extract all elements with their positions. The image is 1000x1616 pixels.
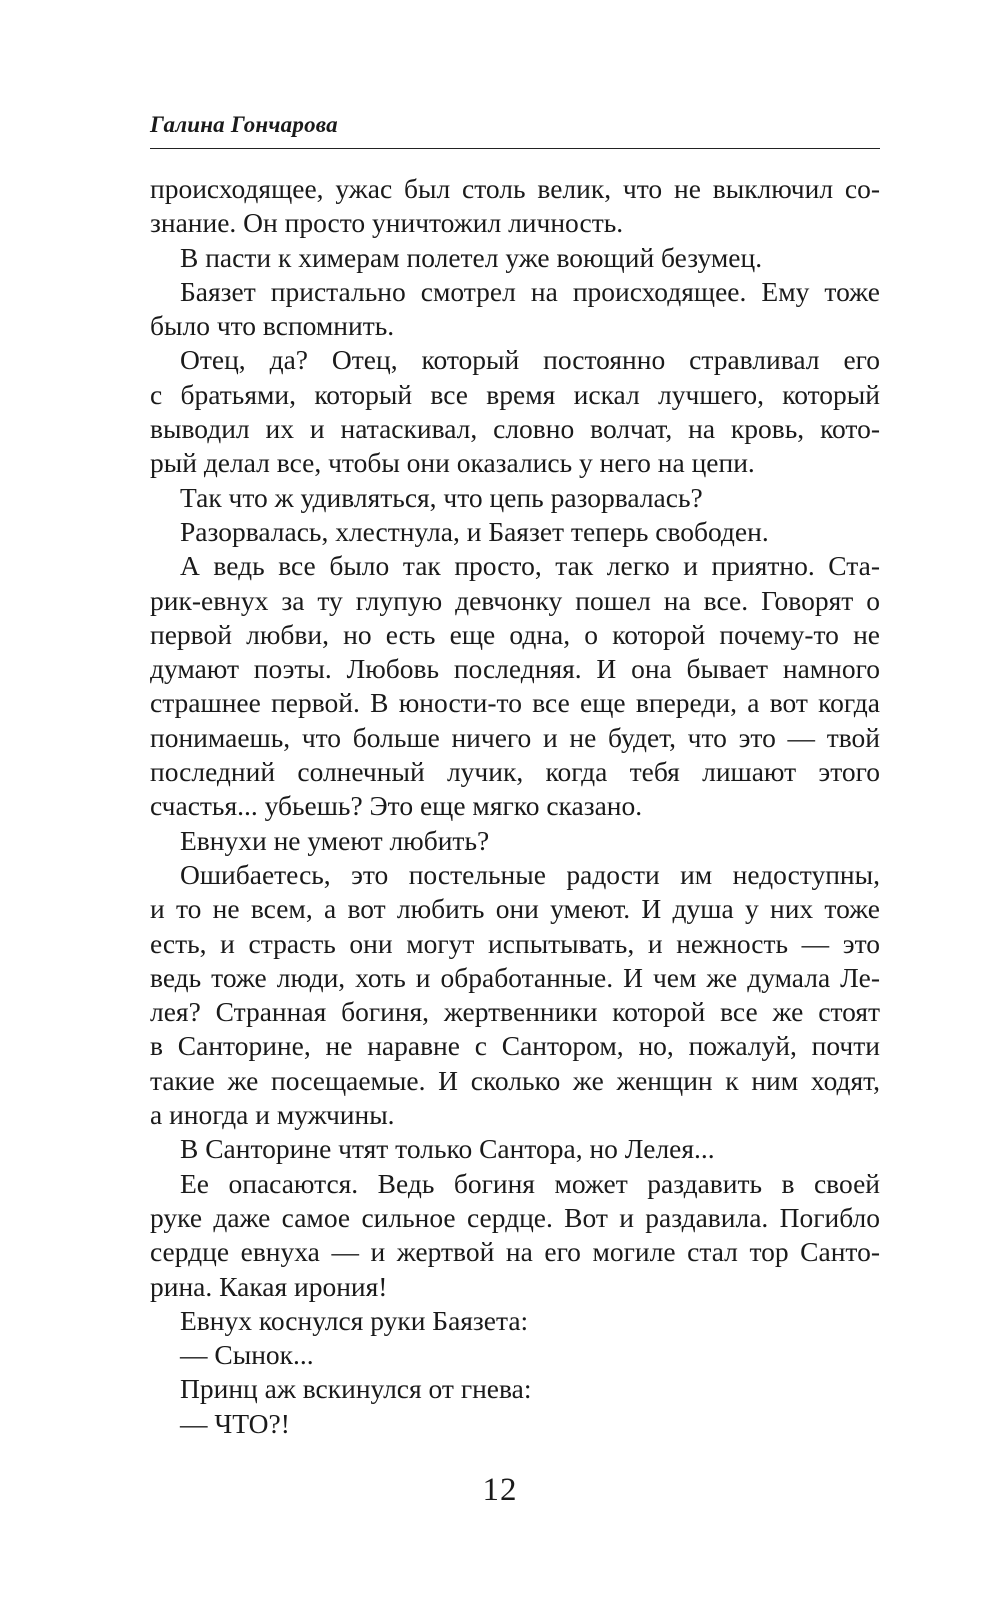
text-line: понимаешь, что больше ничего и не будет, что это — твой (150, 721, 880, 753)
author-name: Галина Гончарова (150, 112, 338, 137)
text-line: А ведь все было так просто, так легко и приятно. Ста- (180, 550, 880, 582)
text-line: рина. Какая ирония! (150, 1270, 388, 1302)
text-line: первой любви, но есть еще одна, о которой почему-то не (150, 618, 880, 650)
running-head (150, 112, 880, 149)
text-line: рый делал все, чтобы они оказались у него на цепи. (150, 447, 755, 479)
text-line: Евнухи не умеют любить? (180, 824, 490, 856)
text-line: Отец, да? Отец, который постоянно стравливал его (180, 344, 880, 376)
text-line: Так что ж удивляться, что цепь разорвалась? (180, 481, 703, 513)
text-line: ведь тоже люди, хоть и обработанные. И чем же думала Ле- (150, 961, 880, 993)
text-line: Ее опасаются. Ведь богиня может раздавить в своей (180, 1167, 880, 1199)
text-line: знание. Он просто уничтожил личность. (150, 207, 624, 239)
text-line: в Санторине, не наравне с Сантором, но, пожалуй, почти (150, 1030, 880, 1062)
text-line: руке даже самое сильное сердце. Вот и раздавила. Погибло (150, 1201, 880, 1233)
text-line: думают поэты. Любовь последняя. И она бывает намного (150, 653, 880, 685)
text-line: Баязет пристально смотрел на происходящее. Ему тоже (180, 275, 880, 307)
text-line: а иногда и мужчины. (150, 1099, 395, 1131)
text-line: Ошибаетесь, это постельные радости им недоступны, (180, 858, 880, 890)
text-line: страшнее первой. В юности-то все еще впереди, а вот когда (150, 687, 880, 719)
page-number: 12 (482, 1472, 518, 1508)
text-line: В пасти к химерам полетел уже воющий безумец. (180, 241, 763, 273)
text-line: такие же посещаемые. И сколько же женщин к ним ходят, (150, 1064, 880, 1096)
text-line: выводил их и натаскивал, словно волчат, на кровь, кото- (150, 413, 880, 445)
text-line: есть, и страсть они могут испытывать, и нежность — это (150, 927, 880, 959)
text-line: происходящее, ужас был столь велик, что не выключил со- (150, 173, 880, 204)
text-line: лея? Странная богиня, жертвенники которой все же стоят (150, 996, 880, 1028)
text-line: с братьями, который все время искал лучшего, который (150, 378, 880, 410)
text-line: В Санторине чтят только Сантора, но Лелея... (180, 1133, 715, 1165)
text-line: сердце евнуха — и жертвой на его могиле стал тор Санто- (150, 1236, 880, 1268)
text-line: последний солнечный лучик, когда тебя лишают этого (150, 756, 880, 788)
text-line: было что вспомнить. (150, 310, 395, 342)
body-text (150, 172, 880, 1441)
text-line: и то не всем, а вот любить они умеют. И душа у них тоже (150, 893, 880, 925)
text-line: Разорвалась, хлестнула, и Баязет теперь свободен. (180, 515, 769, 547)
text-line: — ЧТО?! (180, 1407, 290, 1439)
text-line: счастья... убьешь? Это еще мягко сказано. (150, 790, 643, 822)
text-line: — Сынок... (180, 1339, 314, 1371)
text-line: Принц аж вскинулся от гнева: (180, 1373, 532, 1405)
text-line: рик-евнух за ту глупую девчонку пошел на все. Говорят о (150, 584, 880, 616)
text-line: Евнух коснулся руки Баязета: (180, 1304, 529, 1336)
